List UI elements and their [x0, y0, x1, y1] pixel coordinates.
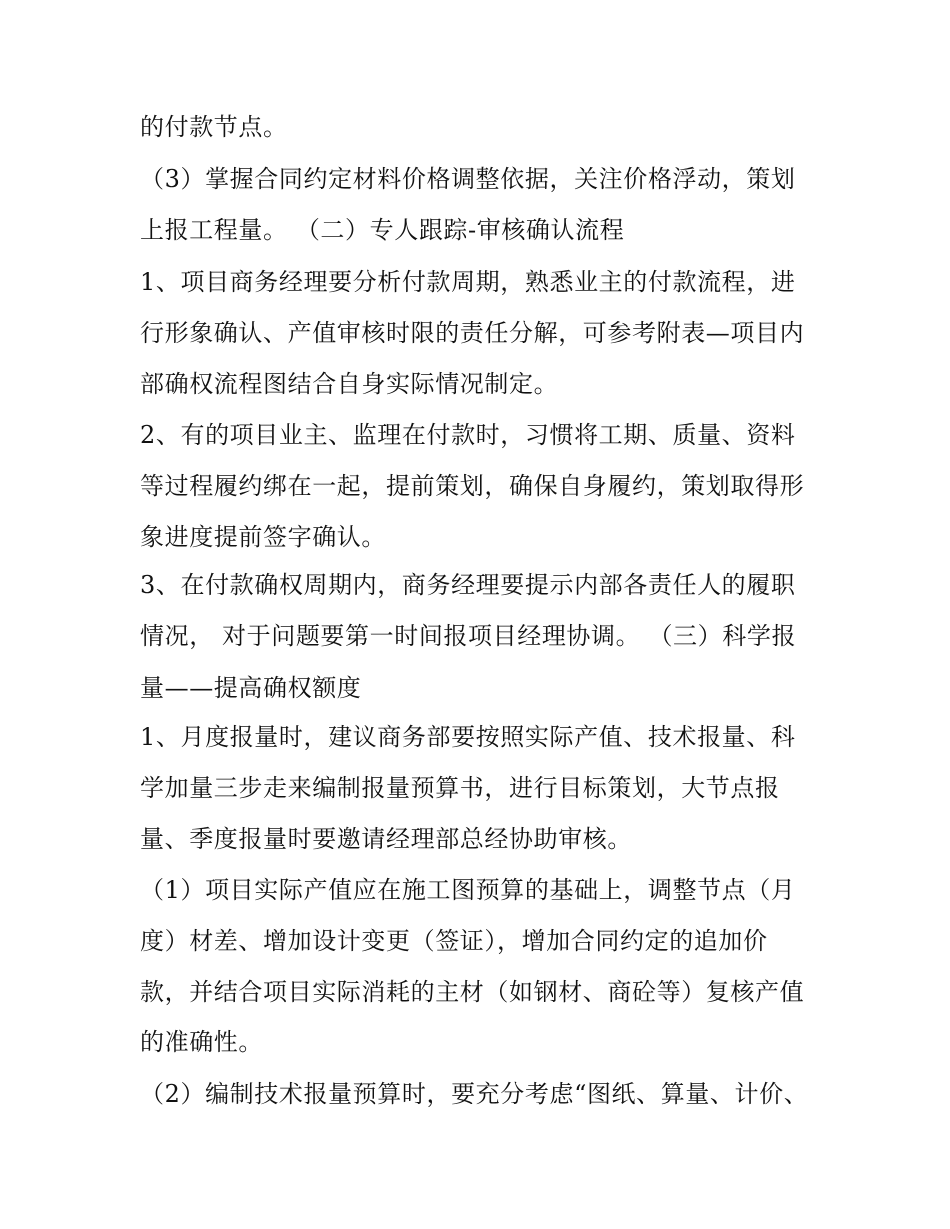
text-line: （1）项目实际产值应在施工图预算的基础上，调整节点（月: [140, 876, 796, 904]
text-line: 学加量三步走来编制报量预算书，进行目标策划，大节点报: [140, 774, 780, 802]
text-line: 量——提高确权额度: [140, 674, 362, 702]
text-line: 1、项目商务经理要分析付款周期，熟悉业主的付款流程，进: [140, 268, 796, 296]
text-line: 的付款节点。: [140, 113, 288, 141]
text-line: （3）掌握合同约定材料价格调整依据，关注价格浮动，策划: [140, 165, 796, 193]
text-line: （2）编制技术报量预算时，要充分考虑“图纸、算量、计价、: [140, 1080, 809, 1108]
text-line: 象进度提前签字确认。: [140, 523, 386, 551]
text-line: 1、月度报量时，建议商务部要按照实际产值、技术报量、科: [140, 723, 796, 751]
text-line: 等过程履约绑在一起，提前策划，确保自身履约，策划取得形: [140, 472, 805, 500]
text-line: 部确权流程图结合自身实际情况制定。: [140, 370, 559, 398]
text-line: 度）材差、增加设计变更（签证），增加合同约定的追加价: [140, 927, 768, 955]
text-line: 3、在付款确权周期内，商务经理要提示内部各责任人的履职: [140, 571, 796, 599]
text-line: 情况， 对于问题要第一时间报项目经理协调。 （三）科学报: [140, 622, 797, 650]
text-line: 的准确性。: [140, 1028, 263, 1056]
text-line: 2、有的项目业主、监理在付款时，习惯将工期、质量、资料: [140, 421, 796, 449]
text-line: 款，并结合项目实际消耗的主材（如钢材、商砼等）复核产值: [140, 978, 805, 1006]
text-line: 上报工程量。 （二）专人跟踪-审核确认流程: [140, 216, 625, 244]
text-line: 行形象确认、产值审核时限的责任分解，可参考附表—项目内: [140, 319, 805, 347]
text-line: 量、季度报量时要邀请经理部总经协助审核。: [140, 825, 632, 853]
